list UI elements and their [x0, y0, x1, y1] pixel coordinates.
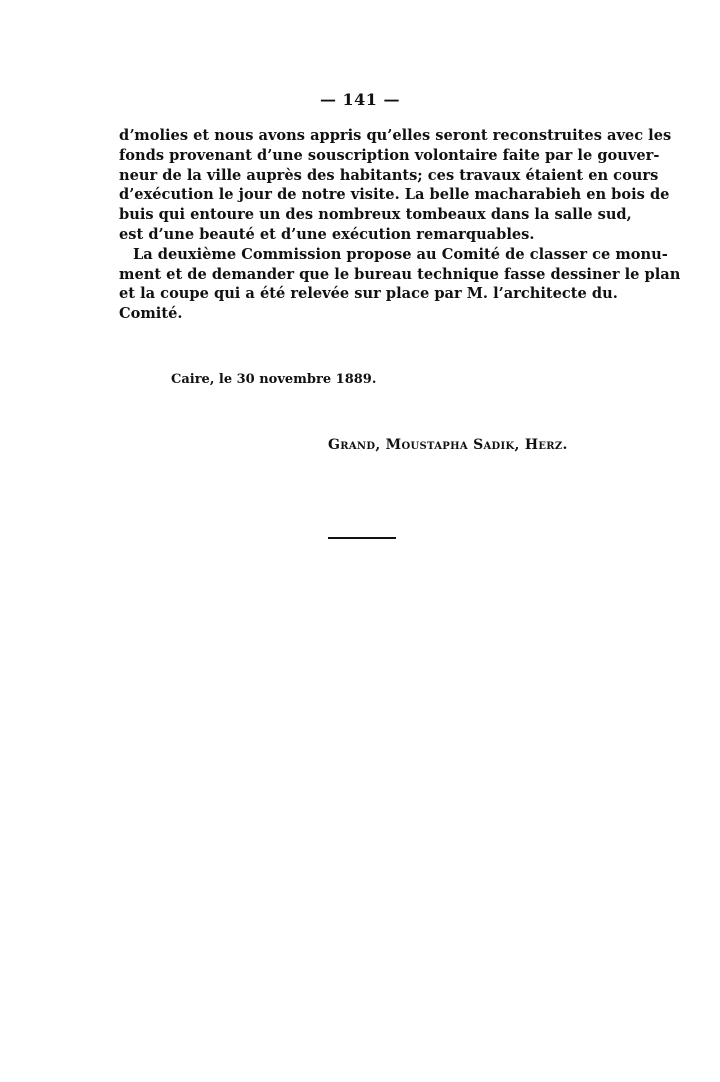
dateline: Caire, le 30 novembre 1889. [171, 372, 377, 387]
text-line: neur de la ville auprès des habitants; ces travaux étaient en cours [119, 166, 659, 184]
text-line: est d’une beauté et d’une exécution remarquables. [119, 225, 535, 243]
page-number: — 141 — [319, 90, 401, 109]
text-line: buis qui entoure un des nombreux tombeaux dans la salle sud, [119, 206, 632, 224]
text-line: dʼmolies et nous avons appris qu’elles seront reconstruites avec les [119, 127, 672, 144]
signatures: Grand, Moustapha Sadik, Herz. [328, 437, 568, 453]
body-text [119, 126, 681, 324]
text-line: d’exécution le jour de notre visite. La belle macharabieh en bois de [119, 186, 670, 204]
text-line: Comité. [119, 305, 183, 323]
closing-rule [328, 537, 396, 539]
text-line: ment et de demander que le bureau technique fasse dessiner le plan [119, 265, 681, 283]
text-line: fonds provenant d’une souscription volontaire faite par le gouver- [119, 146, 660, 164]
paragraph-start-line: La deuxième Commission propose au Comité de classer ce monu- [133, 245, 668, 263]
text-line: et la coupe qui a été relevée sur place par M. l’architecte du. [119, 285, 618, 303]
